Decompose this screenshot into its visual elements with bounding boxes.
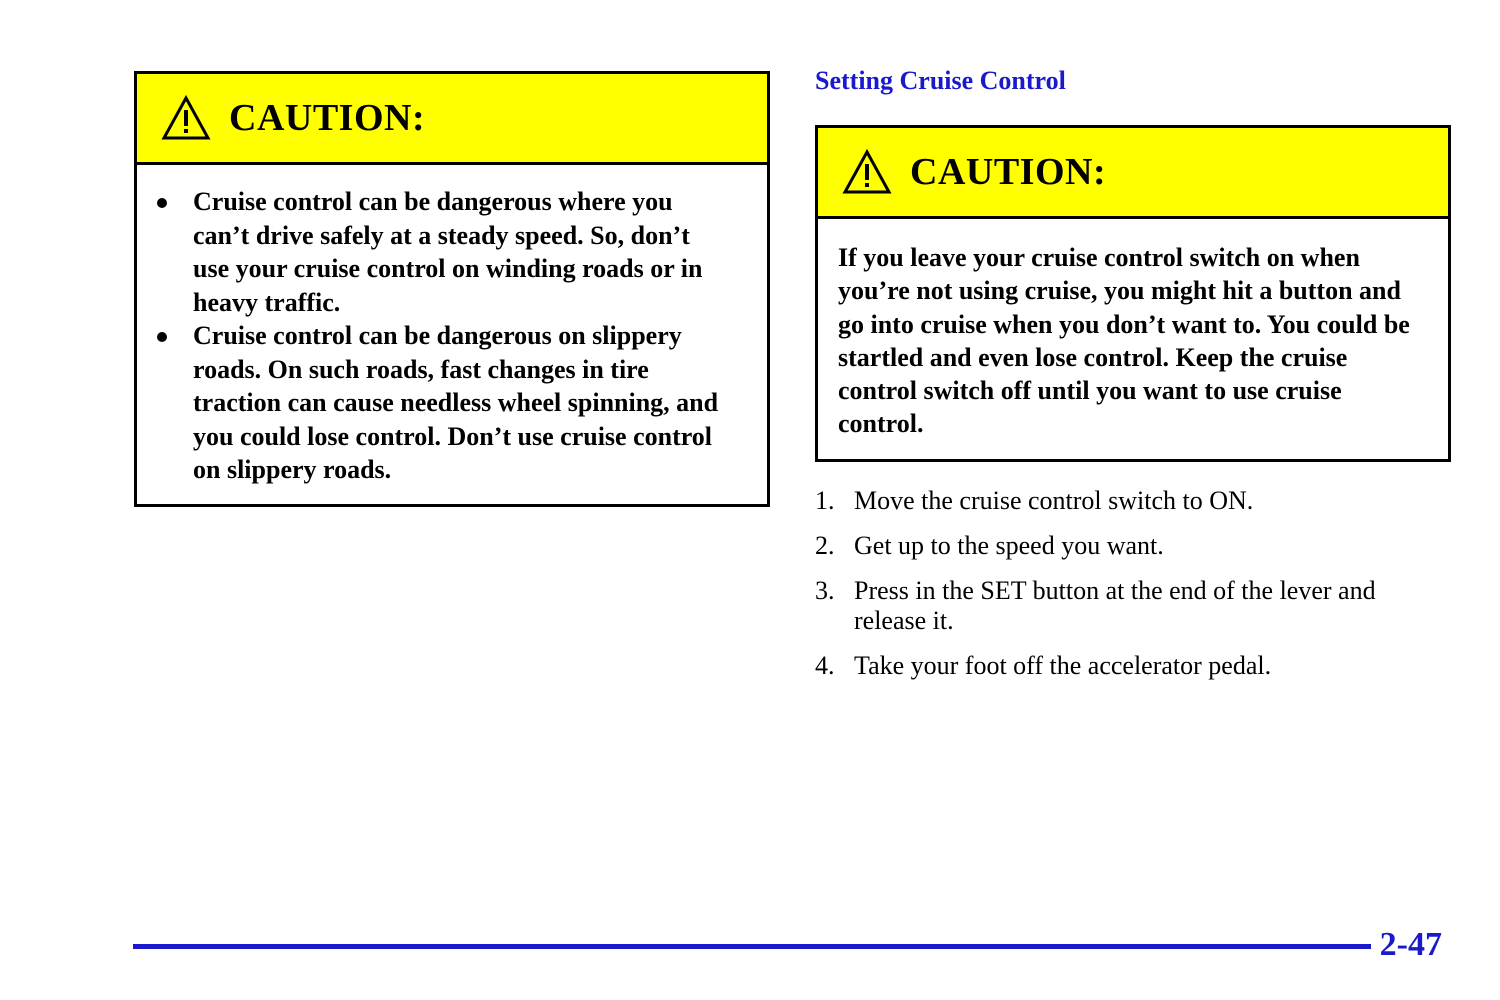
caution-body-text: If you leave your cruise control switch on when you’re not using cruise, you might hit a button and go into cruise when you don’t want to. You could be startled and even lose control. Keep the cruise control switch off until you want to use cruise control. [838,243,1410,439]
caution-title: CAUTION: [910,151,1107,193]
warning-triangle-icon [161,95,211,141]
page-number: 2-47 [1379,926,1442,963]
list-item [137,185,767,319]
step-number: 4. [815,651,835,680]
caution-header [818,128,1448,219]
step-text: Move the cruise control switch to ON. [854,486,1254,515]
list-item [815,651,1435,681]
list-item [137,319,767,487]
caution-box-left [134,71,770,507]
footer-rule [133,944,1371,949]
step-number: 1. [815,486,835,515]
list-item [815,576,1435,636]
caution-box-right [815,125,1451,462]
bullet-icon [157,198,167,208]
section-heading: Setting Cruise Control [815,66,1066,95]
steps-list [815,486,1435,696]
step-text: Take your foot off the accelerator pedal. [854,651,1272,680]
step-text: Press in the SET button at the end of the lever and release it. [854,576,1376,635]
list-item [815,486,1435,516]
step-number: 3. [815,576,835,605]
bullet-text: Cruise control can be dangerous where you can’t drive safely at a steady speed. So, don’t use your cruise control on winding roads or in heavy traffic. [193,187,703,317]
step-number: 2. [815,531,835,560]
caution-title: CAUTION: [229,97,426,139]
warning-triangle-icon [842,149,892,195]
list-item [815,531,1435,561]
caution-bullet-list [137,165,767,487]
step-text: Get up to the speed you want. [854,531,1164,560]
caution-header [137,74,767,165]
bullet-text: Cruise control can be dangerous on slippery roads. On such roads, fast changes in tire traction can cause needless wheel spinning, and you could lose control. Don’t use cruise control on slippery roads. [193,321,719,484]
bullet-icon [157,332,167,342]
